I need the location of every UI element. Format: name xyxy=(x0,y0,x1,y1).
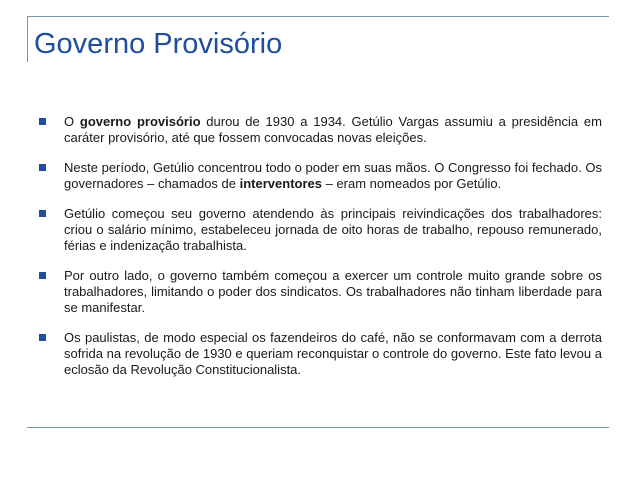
square-bullet-icon xyxy=(39,334,46,341)
bullet-text xyxy=(64,330,602,377)
square-bullet-icon xyxy=(39,118,46,125)
square-bullet-icon xyxy=(39,164,46,171)
square-bullet-icon xyxy=(39,272,46,279)
square-bullet-icon xyxy=(39,210,46,217)
bullet-item xyxy=(36,268,602,316)
bullet-run: Neste período, Getúlio concentrou todo o poder em suas mãos. O Congresso foi fechado. Os governadores – chamados de xyxy=(64,160,602,191)
title-accent-line xyxy=(27,16,28,62)
bullet-text xyxy=(64,114,602,145)
bullet-run: – eram nomeados por Getúlio. xyxy=(322,176,502,191)
top-divider xyxy=(27,16,609,17)
bullet-text xyxy=(64,206,602,253)
bullet-text xyxy=(64,160,602,191)
bullet-item xyxy=(36,114,602,146)
bullet-list xyxy=(36,114,602,392)
bullet-text xyxy=(64,268,602,315)
slide-title: Governo Provisório xyxy=(34,28,283,60)
bullet-run-bold: governo provisório xyxy=(79,114,201,129)
bullet-item xyxy=(36,330,602,378)
bullet-run: O xyxy=(64,114,80,129)
bullet-run: Por outro lado, o governo também começou a exercer um controle muito grande sobre os trabalhadores, limitando o poder dos sindicatos. Os trabalhadores não tinham liberdade para se manifestar. xyxy=(64,268,602,315)
bullet-run: Getúlio começou seu governo atendendo às principais reivindicações dos trabalhadores: criou o salário mínimo, estabeleceu jornada de oito horas de trabalho, repouso remunerado, férias e indenização trabalhista. xyxy=(64,206,602,253)
bullet-run: durou de 1930 a 1934. Getúlio Vargas assumiu a presidência em caráter provisório, até que fossem convocadas novas eleições. xyxy=(64,114,602,145)
bullet-item xyxy=(36,160,602,192)
bullet-run: Os paulistas, de modo especial os fazendeiros do café, não se conformavam com a derrota sofrida na revolução de 1930 e queriam reconquistar o controle do governo. Este fato levou a eclosão da Revolução Constitucionalista. xyxy=(64,330,602,377)
bottom-divider xyxy=(27,427,609,428)
bullet-run-bold: interventores xyxy=(239,176,322,191)
bullet-item xyxy=(36,206,602,254)
